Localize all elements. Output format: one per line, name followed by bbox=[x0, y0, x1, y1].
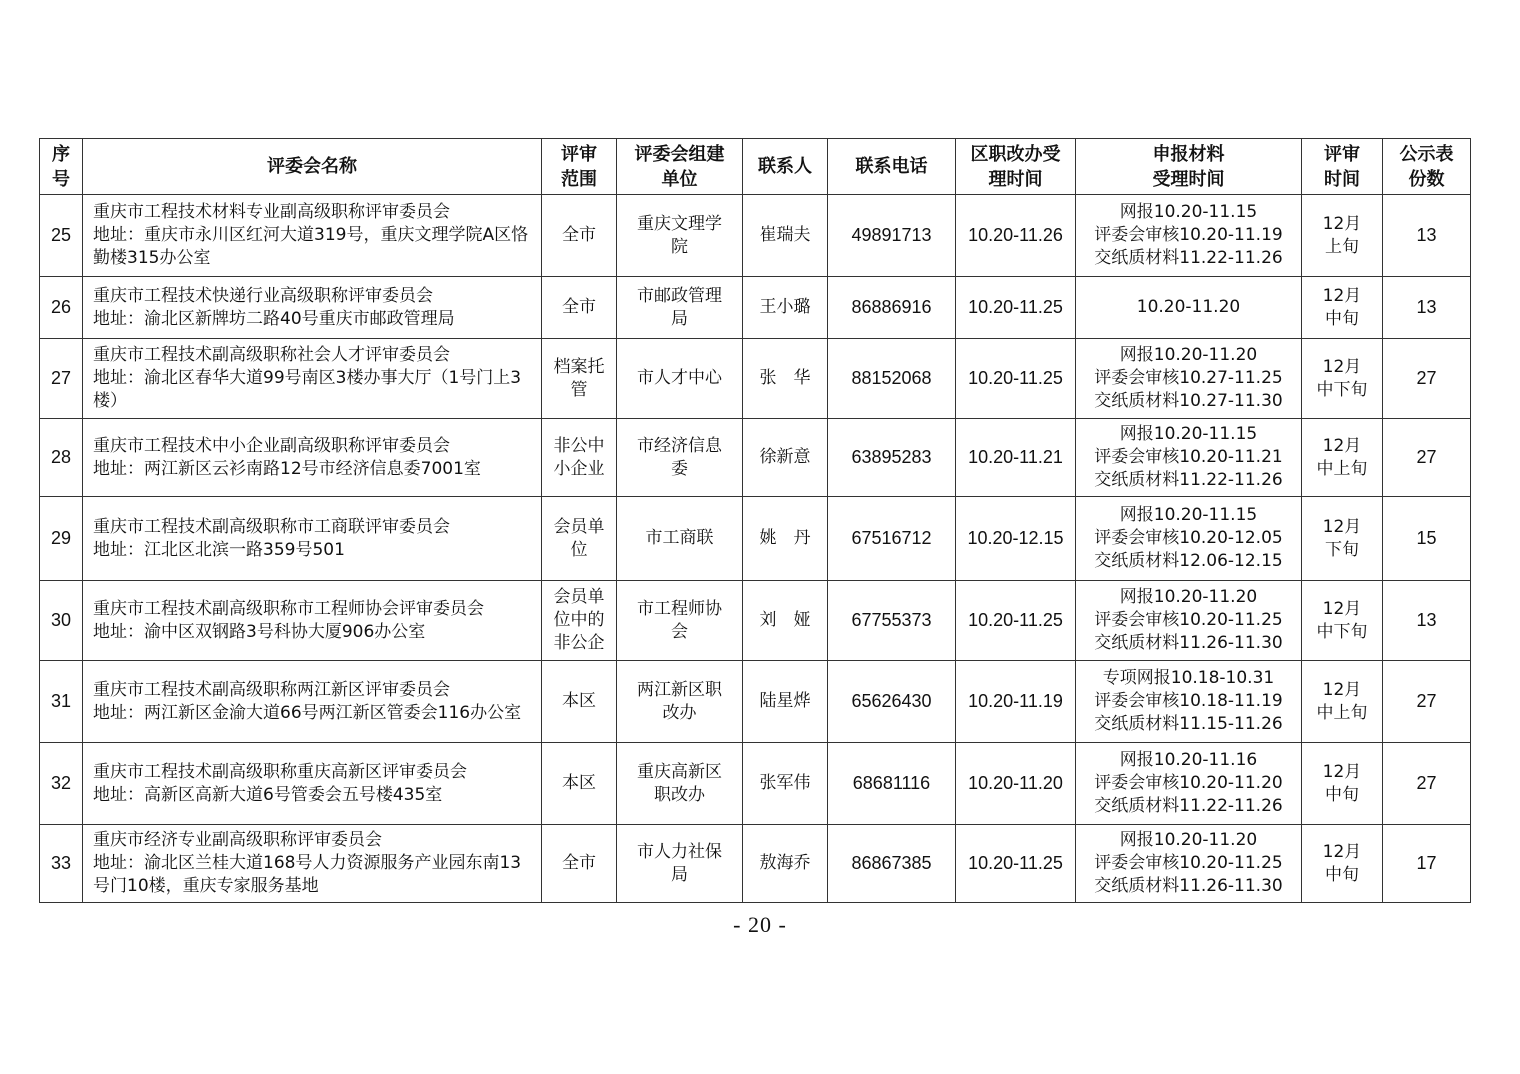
scope: 全市 bbox=[562, 225, 596, 245]
row-seq-cell bbox=[40, 661, 83, 743]
scope: 会员单位中的非公企 bbox=[553, 587, 605, 653]
row-seq-cell bbox=[40, 825, 83, 903]
phone-cell bbox=[828, 581, 956, 661]
material-time-line: 交纸质材料11.26-11.30 bbox=[1094, 633, 1283, 653]
copies: 27 bbox=[1416, 773, 1437, 793]
org-unit: 市工程师协会 bbox=[637, 598, 722, 642]
contact-cell bbox=[743, 497, 828, 581]
office-time: 10.20-11.21 bbox=[968, 447, 1063, 467]
material-time-line: 交纸质材料12.06-12.15 bbox=[1094, 551, 1283, 571]
office-time-cell bbox=[956, 339, 1076, 419]
org-unit: 市人力社保局 bbox=[637, 841, 722, 885]
org-unit: 市人才中心 bbox=[637, 368, 722, 388]
committee-name-cell bbox=[83, 277, 542, 339]
material-time-line: 评委会审核10.20-11.20 bbox=[1094, 773, 1283, 793]
org-cell bbox=[617, 195, 743, 277]
committee-name: 重庆市工程技术副高级职称两江新区评审委员会 bbox=[93, 679, 450, 700]
office-time-cell bbox=[956, 277, 1076, 339]
committee-name: 重庆市工程技术副高级职称市工商联评审委员会 bbox=[93, 516, 450, 537]
material-time-line: 交纸质材料11.22-11.26 bbox=[1094, 248, 1283, 268]
phone-number: 67516712 bbox=[851, 528, 932, 548]
copies-cell bbox=[1383, 825, 1471, 903]
office-time-cell bbox=[956, 497, 1076, 581]
review-time-cell bbox=[1302, 581, 1383, 661]
review-time-cell bbox=[1302, 743, 1383, 825]
phone-cell bbox=[828, 339, 956, 419]
material-time-cell bbox=[1076, 825, 1302, 903]
office-time: 10.20-11.26 bbox=[968, 225, 1063, 245]
committee-address: 地址：重庆市永川区红河大道319号，重庆文理学院A区恪勤楼315办公室 bbox=[93, 225, 529, 268]
review-time-cell bbox=[1302, 277, 1383, 339]
copies: 13 bbox=[1416, 297, 1437, 317]
phone-cell bbox=[828, 195, 956, 277]
review-time: 12月下旬 bbox=[1322, 516, 1362, 560]
contact-person: 刘 娅 bbox=[759, 610, 811, 630]
material-time-line: 网报10.20-11.15 bbox=[1119, 424, 1258, 444]
committee-name-cell bbox=[83, 195, 542, 277]
row-seq-cell bbox=[40, 419, 83, 497]
copies: 27 bbox=[1416, 368, 1437, 388]
table-row bbox=[40, 743, 1471, 825]
material-time-line: 交纸质材料11.22-11.26 bbox=[1094, 796, 1283, 816]
contact-cell bbox=[743, 581, 828, 661]
committee-address: 地址：渝中区双钢路3号科协大厦906办公室 bbox=[93, 621, 426, 642]
row-seq-cell bbox=[40, 339, 83, 419]
material-time-cell bbox=[1076, 497, 1302, 581]
org-cell bbox=[617, 497, 743, 581]
scope-cell bbox=[542, 661, 617, 743]
row-seq: 25 bbox=[50, 225, 72, 245]
contact-person: 张 华 bbox=[759, 368, 811, 388]
contact-cell bbox=[743, 743, 828, 825]
office-time-cell bbox=[956, 581, 1076, 661]
row-seq: 32 bbox=[50, 773, 72, 793]
org-unit: 重庆文理学院 bbox=[637, 213, 722, 257]
phone-cell bbox=[828, 497, 956, 581]
material-time-line: 网报10.20-11.16 bbox=[1119, 750, 1258, 770]
review-time-cell bbox=[1302, 497, 1383, 581]
committee-name: 重庆市工程技术副高级职称社会人才评审委员会 bbox=[93, 345, 450, 365]
contact-cell bbox=[743, 277, 828, 339]
table-row bbox=[40, 497, 1471, 581]
review-time: 12月中上旬 bbox=[1316, 679, 1368, 723]
copies: 13 bbox=[1416, 225, 1437, 245]
material-time-cell bbox=[1076, 661, 1302, 743]
copies: 15 bbox=[1416, 528, 1437, 548]
org-cell bbox=[617, 661, 743, 743]
material-time-line: 评委会审核10.20-11.25 bbox=[1094, 853, 1283, 873]
header-org: 评委会组建单位 bbox=[617, 139, 743, 195]
material-time-cell bbox=[1076, 195, 1302, 277]
office-time-cell bbox=[956, 743, 1076, 825]
committee-name: 重庆市工程技术快递行业高级职称评审委员会 bbox=[93, 285, 433, 306]
copies-cell bbox=[1383, 339, 1471, 419]
copies-cell bbox=[1383, 497, 1471, 581]
contact-person: 徐新意 bbox=[759, 447, 811, 467]
copies-cell bbox=[1383, 581, 1471, 661]
phone-number: 49891713 bbox=[851, 225, 932, 245]
scope: 本区 bbox=[562, 691, 596, 711]
material-time-line: 专项网报10.18-10.31 bbox=[1102, 668, 1275, 688]
committee-name: 重庆市工程技术中小企业副高级职称评审委员会 bbox=[93, 435, 450, 456]
org-unit: 重庆高新区职改办 bbox=[637, 761, 722, 805]
contact-person: 敖海乔 bbox=[759, 853, 811, 873]
material-time-line: 10.20-11.20 bbox=[1136, 297, 1241, 317]
review-time: 12月中旬 bbox=[1322, 761, 1362, 805]
phone-cell bbox=[828, 825, 956, 903]
header-phone: 联系电话 bbox=[828, 139, 956, 195]
material-time-line: 交纸质材料11.22-11.26 bbox=[1094, 470, 1283, 490]
header-contact: 联系人 bbox=[743, 139, 828, 195]
row-seq: 28 bbox=[50, 447, 72, 467]
phone-number: 67755373 bbox=[851, 610, 932, 630]
org-cell bbox=[617, 277, 743, 339]
phone-number: 88152068 bbox=[851, 368, 932, 388]
contact-person: 陆星烨 bbox=[759, 691, 811, 711]
scope-cell bbox=[542, 581, 617, 661]
material-time-line: 评委会审核10.20-11.21 bbox=[1094, 447, 1283, 467]
contact-person: 姚 丹 bbox=[759, 528, 811, 548]
scope: 全市 bbox=[562, 853, 596, 873]
material-time-line: 交纸质材料11.26-11.30 bbox=[1094, 876, 1283, 896]
material-time-line: 网报10.20-11.20 bbox=[1119, 345, 1258, 365]
copies: 17 bbox=[1416, 853, 1437, 873]
phone-cell bbox=[828, 277, 956, 339]
material-time-cell bbox=[1076, 743, 1302, 825]
phone-cell bbox=[828, 661, 956, 743]
material-time-line: 评委会审核10.20-12.05 bbox=[1094, 528, 1283, 548]
committee-name-cell bbox=[83, 581, 542, 661]
review-time-cell bbox=[1302, 661, 1383, 743]
contact-cell bbox=[743, 419, 828, 497]
org-unit: 市工商联 bbox=[645, 528, 714, 548]
row-seq-cell bbox=[40, 581, 83, 661]
phone-number: 86886916 bbox=[851, 297, 932, 317]
committee-name-cell bbox=[83, 661, 542, 743]
copies-cell bbox=[1383, 743, 1471, 825]
scope-cell bbox=[542, 195, 617, 277]
material-time-line: 评委会审核10.20-11.19 bbox=[1094, 225, 1283, 245]
material-time-line: 交纸质材料10.27-11.30 bbox=[1094, 391, 1283, 411]
office-time-cell bbox=[956, 661, 1076, 743]
committee-name: 重庆市工程技术副高级职称重庆高新区评审委员会 bbox=[93, 761, 467, 782]
office-time: 10.20-11.25 bbox=[968, 610, 1063, 630]
committee-address: 地址：江北区北滨一路359号501 bbox=[93, 539, 345, 560]
header-name: 评委会名称 bbox=[83, 139, 542, 195]
committee-address: 地址：渝北区兰桂大道168号人力资源服务产业园东南13号门10楼，重庆专家服务基地 bbox=[93, 853, 522, 896]
header-material-time: 申报材料受理时间 bbox=[1076, 139, 1302, 195]
committee-name: 重庆市工程技术材料专业副高级职称评审委员会 bbox=[93, 202, 450, 222]
org-unit: 两江新区职改办 bbox=[637, 679, 722, 723]
material-time-line: 评委会审核10.20-11.25 bbox=[1094, 610, 1283, 630]
table-row bbox=[40, 277, 1471, 339]
scope: 本区 bbox=[562, 773, 596, 793]
committee-name-cell bbox=[83, 497, 542, 581]
org-unit: 市经济信息委 bbox=[637, 435, 722, 479]
row-seq: 27 bbox=[50, 368, 72, 388]
review-time: 12月中旬 bbox=[1322, 841, 1362, 885]
material-time-cell bbox=[1076, 339, 1302, 419]
row-seq: 30 bbox=[50, 610, 72, 630]
office-time: 10.20-11.20 bbox=[968, 773, 1063, 793]
material-time-line: 网报10.20-11.20 bbox=[1119, 830, 1258, 850]
header-office-time: 区职改办受理时间 bbox=[956, 139, 1076, 195]
scope-cell bbox=[542, 497, 617, 581]
scope-cell bbox=[542, 825, 617, 903]
office-time: 10.20-11.25 bbox=[968, 297, 1063, 317]
material-time-cell bbox=[1076, 419, 1302, 497]
row-seq-cell bbox=[40, 743, 83, 825]
org-unit: 市邮政管理局 bbox=[637, 285, 722, 329]
committee-name: 重庆市工程技术副高级职称市工程师协会评审委员会 bbox=[93, 598, 484, 619]
contact-cell bbox=[743, 825, 828, 903]
office-time-cell bbox=[956, 419, 1076, 497]
copies: 13 bbox=[1416, 610, 1437, 630]
contact-cell bbox=[743, 195, 828, 277]
review-time: 12月中下旬 bbox=[1316, 356, 1368, 400]
copies: 27 bbox=[1416, 447, 1437, 467]
row-seq: 31 bbox=[50, 691, 72, 711]
contact-cell bbox=[743, 339, 828, 419]
review-time: 12月中下旬 bbox=[1316, 598, 1368, 642]
row-seq-cell bbox=[40, 277, 83, 339]
table-row bbox=[40, 825, 1471, 903]
copies-cell bbox=[1383, 419, 1471, 497]
office-time-cell bbox=[956, 195, 1076, 277]
scope-cell bbox=[542, 277, 617, 339]
header-row bbox=[40, 139, 1471, 195]
scope-cell bbox=[542, 339, 617, 419]
row-seq-cell bbox=[40, 497, 83, 581]
committee-address: 地址：两江新区金渝大道66号两江新区管委会116办公室 bbox=[93, 702, 522, 723]
phone-number: 86867385 bbox=[851, 853, 932, 873]
phone-number: 63895283 bbox=[851, 447, 932, 467]
copies: 27 bbox=[1416, 691, 1437, 711]
committee-name: 重庆市经济专业副高级职称评审委员会 bbox=[93, 830, 382, 850]
office-time: 10.20-11.19 bbox=[968, 691, 1063, 711]
org-cell bbox=[617, 419, 743, 497]
office-time-cell bbox=[956, 825, 1076, 903]
review-time: 12月中上旬 bbox=[1316, 435, 1368, 479]
review-time-cell bbox=[1302, 195, 1383, 277]
review-time-cell bbox=[1302, 825, 1383, 903]
committee-address: 地址：两江新区云衫南路12号市经济信息委7001室 bbox=[93, 458, 481, 479]
office-time: 10.20-12.15 bbox=[967, 528, 1064, 548]
table-header bbox=[40, 139, 1471, 195]
material-time-cell bbox=[1076, 581, 1302, 661]
office-time: 10.20-11.25 bbox=[968, 853, 1063, 873]
org-cell bbox=[617, 825, 743, 903]
review-time-cell bbox=[1302, 339, 1383, 419]
material-time-line: 评委会审核10.18-11.19 bbox=[1094, 691, 1283, 711]
page-number: - 20 - bbox=[733, 912, 787, 937]
org-cell bbox=[617, 743, 743, 825]
committee-name-cell bbox=[83, 743, 542, 825]
table-row bbox=[40, 581, 1471, 661]
material-time-line: 交纸质材料11.15-11.26 bbox=[1094, 714, 1283, 734]
phone-cell bbox=[828, 743, 956, 825]
committee-address: 地址：渝北区春华大道99号南区3楼办事大厅（1号门上3楼） bbox=[93, 368, 522, 411]
copies-cell bbox=[1383, 277, 1471, 339]
contact-person: 张军伟 bbox=[759, 773, 811, 793]
table-row bbox=[40, 661, 1471, 743]
review-time: 12月中旬 bbox=[1322, 285, 1362, 329]
contact-person: 崔瑞夫 bbox=[759, 225, 811, 245]
committee-name-cell bbox=[83, 339, 542, 419]
copies-cell bbox=[1383, 661, 1471, 743]
contact-cell bbox=[743, 661, 828, 743]
row-seq: 33 bbox=[50, 853, 72, 873]
review-time: 12月上旬 bbox=[1322, 213, 1362, 257]
committee-name-cell bbox=[83, 825, 542, 903]
header-scope: 评审范围 bbox=[542, 139, 617, 195]
org-cell bbox=[617, 581, 743, 661]
material-time-line: 网报10.20-11.15 bbox=[1119, 505, 1258, 525]
phone-number: 65626430 bbox=[851, 691, 932, 711]
review-time-cell bbox=[1302, 419, 1383, 497]
scope-cell bbox=[542, 419, 617, 497]
office-time: 10.20-11.25 bbox=[968, 368, 1063, 388]
table-body bbox=[40, 195, 1471, 903]
table-row bbox=[40, 195, 1471, 277]
scope-cell bbox=[542, 743, 617, 825]
material-time-line: 评委会审核10.27-11.25 bbox=[1094, 368, 1283, 388]
row-seq-cell bbox=[40, 195, 83, 277]
phone-cell bbox=[828, 419, 956, 497]
review-committee-table bbox=[39, 138, 1471, 903]
scope: 全市 bbox=[562, 297, 596, 317]
copies-cell bbox=[1383, 195, 1471, 277]
scope: 档案托管 bbox=[553, 356, 605, 400]
table-row bbox=[40, 419, 1471, 497]
committee-name-cell bbox=[83, 419, 542, 497]
contact-person: 王小璐 bbox=[759, 297, 811, 317]
scope: 会员单位 bbox=[553, 516, 605, 560]
phone-number: 68681116 bbox=[852, 773, 931, 793]
row-seq: 29 bbox=[50, 528, 72, 548]
header-copies: 公示表份数 bbox=[1383, 139, 1471, 195]
material-time-cell bbox=[1076, 277, 1302, 339]
scope: 非公中小企业 bbox=[553, 435, 605, 479]
table-row bbox=[40, 339, 1471, 419]
committee-address: 地址：渝北区新牌坊二路40号重庆市邮政管理局 bbox=[93, 308, 455, 329]
header-review-time: 评审时间 bbox=[1302, 139, 1383, 195]
material-time-line: 网报10.20-11.20 bbox=[1119, 587, 1258, 607]
row-seq: 26 bbox=[50, 297, 72, 317]
header-seq: 序号 bbox=[40, 139, 83, 195]
org-cell bbox=[617, 339, 743, 419]
material-time-line: 网报10.20-11.15 bbox=[1119, 202, 1258, 222]
committee-address: 地址：高新区高新大道6号管委会五号楼435室 bbox=[93, 784, 443, 805]
